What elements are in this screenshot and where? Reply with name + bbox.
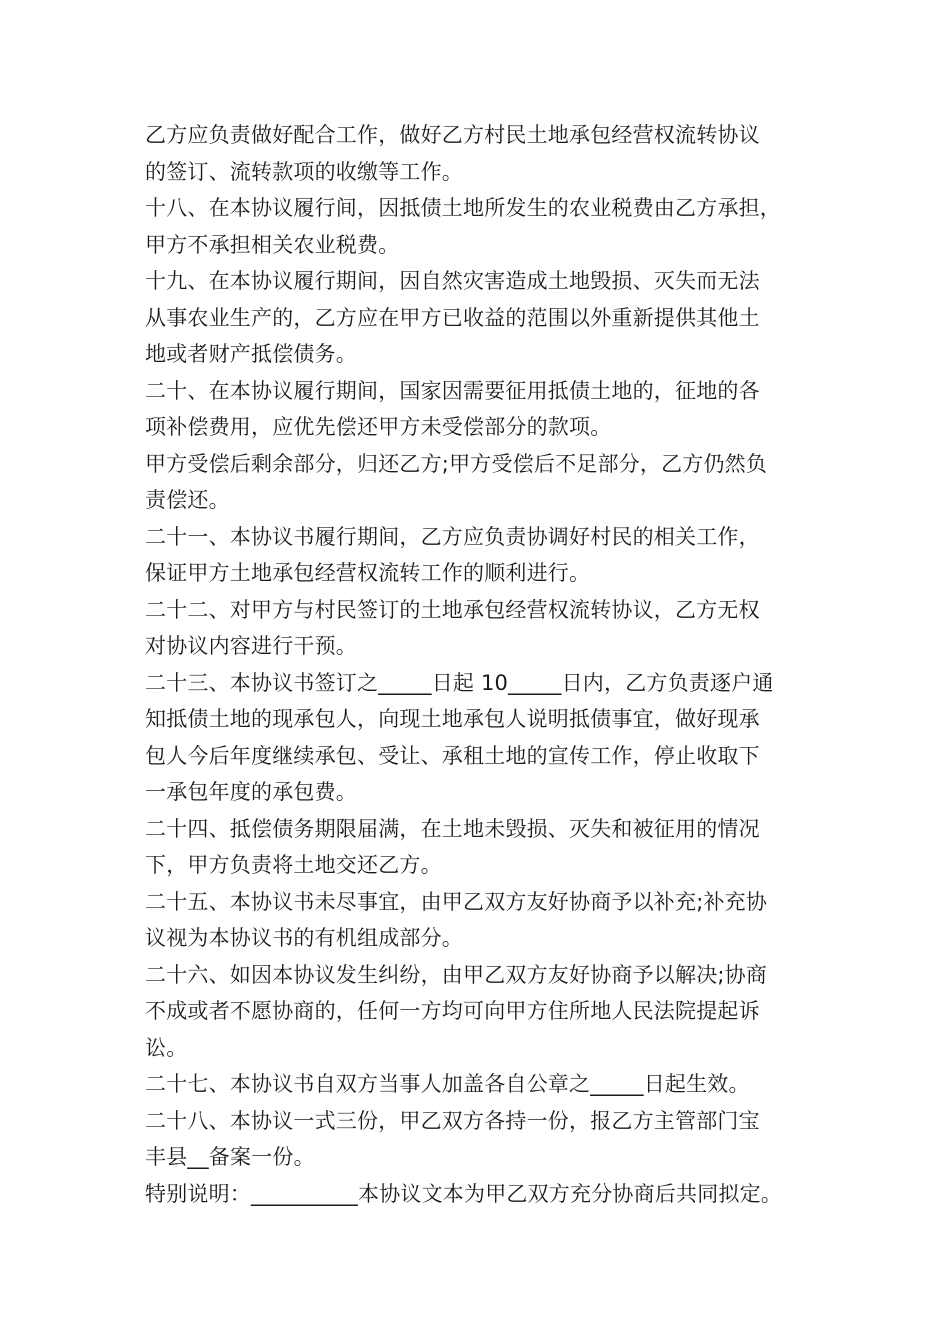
text-line: 二十八、本协议一式三份，甲乙双方各持一份，报乙方主管部门宝 — [145, 1108, 760, 1133]
text-line: 十八、在本协议履行间，因抵债土地所发生的农业税费由乙方承担， — [145, 196, 781, 220]
document-body — [145, 117, 825, 1212]
text-line: 项补偿费用，应优先偿还甲方未受偿部分的款项。 — [145, 415, 612, 439]
text-line: 甲方受偿后剩余部分，归还乙方;甲方受偿后不足部分，乙方仍然负 — [145, 451, 768, 476]
text-line: 不成或者不愿协商的，任何一方均可向甲方住所地人民法院提起诉 — [145, 999, 760, 1023]
text-line: 二十二、对甲方与村民签订的土地承包经营权流转协议，乙方无权 — [145, 597, 760, 622]
text-line: 二十五、本协议书未尽事宜，由甲乙双方友好协商予以补充;补充协 — [145, 889, 768, 914]
text-line: 二十、在本协议履行期间，国家因需要征用抵债土地的，征地的各 — [145, 378, 760, 403]
text-line: 从事农业生产的，乙方应在甲方已收益的范围以外重新提供其他土 — [145, 305, 760, 330]
text-line: 二十一、本协议书履行期间，乙方应负责协调好村民的相关工作， — [145, 524, 760, 549]
text-line: 知抵债土地的现承包人，向现土地承包人说明抵债事宜，做好现承 — [145, 707, 760, 731]
text-line: 特别说明：__________本协议文本为甲乙双方充分协商后共同拟定。 — [145, 1181, 782, 1206]
text-line: 议视为本协议书的有机组成部分。 — [145, 926, 463, 950]
text-line: 十九、在本协议履行期间，因自然灾害造成土地毁损、灭失而无法 — [145, 269, 760, 293]
text-line: 地或者财产抵偿债务。 — [145, 342, 357, 366]
text-line: 甲方不承担相关农业税费。 — [145, 232, 400, 257]
text-line: 丰县__备案一份。 — [145, 1145, 315, 1169]
text-line: 讼。 — [145, 1035, 188, 1060]
text-line: 二十六、如因本协议发生纠纷，由甲乙双方友好协商予以解决;协商 — [145, 962, 768, 987]
text-line: 一承包年度的承包费。 — [145, 780, 357, 804]
text-line: 二十四、抵偿债务期限届满，在土地未毁损、灭失和被征用的情况 — [145, 816, 760, 841]
text-line: 包人今后年度继续承包、受让、承租土地的宣传工作，停止收取下 — [145, 743, 760, 768]
text-line: 的签订、流转款项的收缴等工作。 — [145, 159, 463, 184]
text-line: 保证甲方土地承包经营权流转工作的顺利进行。 — [145, 561, 591, 585]
text-line: 二十三、本协议书签订之_____日起 10_____日内，乙方负责逐户通 — [145, 670, 774, 695]
text-line: 对协议内容进行干预。 — [145, 634, 357, 658]
text-line: 乙方应负责做好配合工作，做好乙方村民土地承包经营权流转协议 — [145, 123, 760, 147]
text-line: 责偿还。 — [145, 488, 230, 512]
text-line: 下，甲方负责将土地交还乙方。 — [145, 853, 442, 877]
text-line: 二十七、本协议书自双方当事人加盖各自公章之_____日起生效。 — [145, 1072, 750, 1096]
